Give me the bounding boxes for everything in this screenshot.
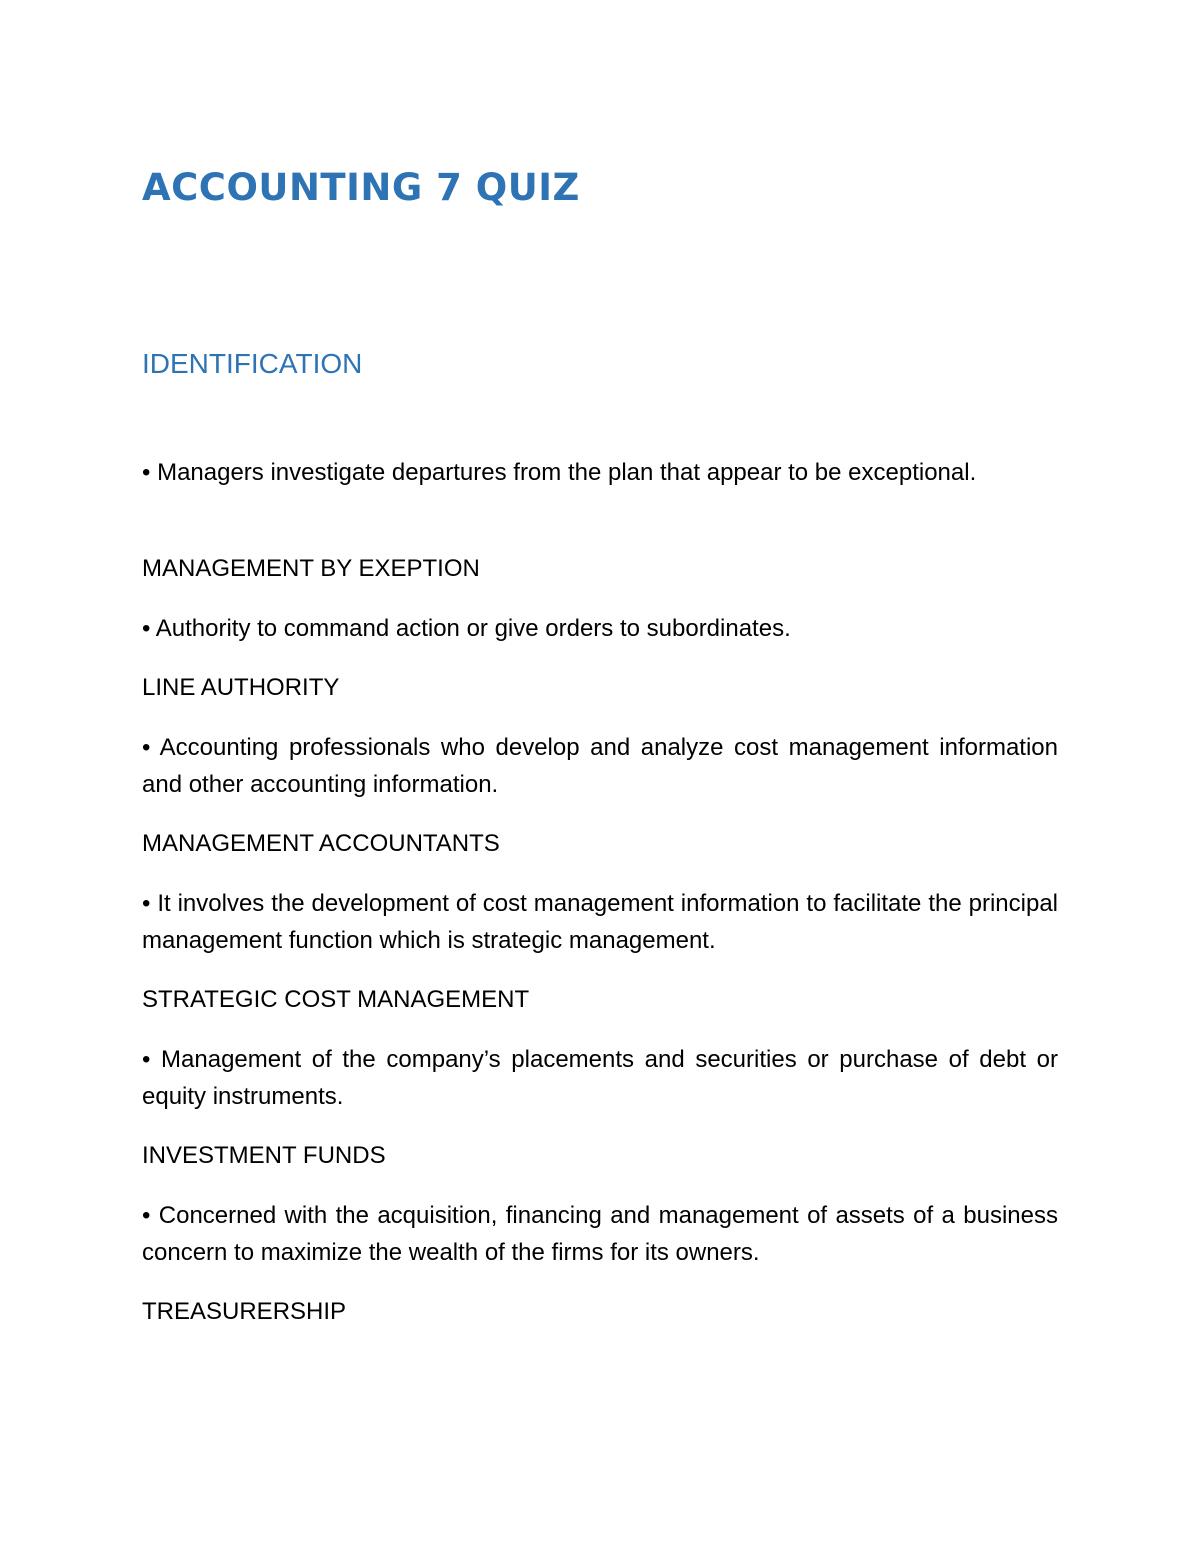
quiz-answer: LINE AUTHORITY <box>142 674 340 701</box>
quiz-question: • Management of the company’s placements and securities or purchase of debt or equity instruments. <box>142 1046 1058 1110</box>
quiz-item <box>142 885 1058 1013</box>
quiz-answer: INVESTMENT FUNDS <box>142 1142 386 1169</box>
quiz-question: • Concerned with the acquisition, financing and management of assets of a business concern to maximize the wealth of the firms for its owners. <box>142 1202 1058 1266</box>
quiz-answer: STRATEGIC COST MANAGEMENT <box>142 986 530 1013</box>
quiz-question: • Accounting professionals who develop and analyze cost management information and other accounting information. <box>142 734 1058 798</box>
section-heading-identification: IDENTIFICATION <box>142 348 363 379</box>
quiz-question: • Managers investigate departures from the plan that appear to be exceptional. <box>142 459 977 486</box>
quiz-item <box>142 729 1058 857</box>
quiz-item <box>142 454 1058 582</box>
quiz-question: • Authority to command action or give orders to subordinates. <box>142 615 791 642</box>
quiz-answer: TREASURERSHIP <box>142 1298 347 1325</box>
quiz-item <box>142 1041 1058 1169</box>
document-title: ACCOUNTING 7 QUIZ <box>142 166 580 209</box>
quiz-question: • It involves the development of cost management information to facilitate the principal management function which is strategic management. <box>142 890 1058 954</box>
quiz-answer: MANAGEMENT BY EXEPTION <box>142 555 480 582</box>
quiz-item <box>142 610 1058 701</box>
quiz-answer: MANAGEMENT ACCOUNTANTS <box>142 830 500 857</box>
quiz-item <box>142 1197 1058 1325</box>
